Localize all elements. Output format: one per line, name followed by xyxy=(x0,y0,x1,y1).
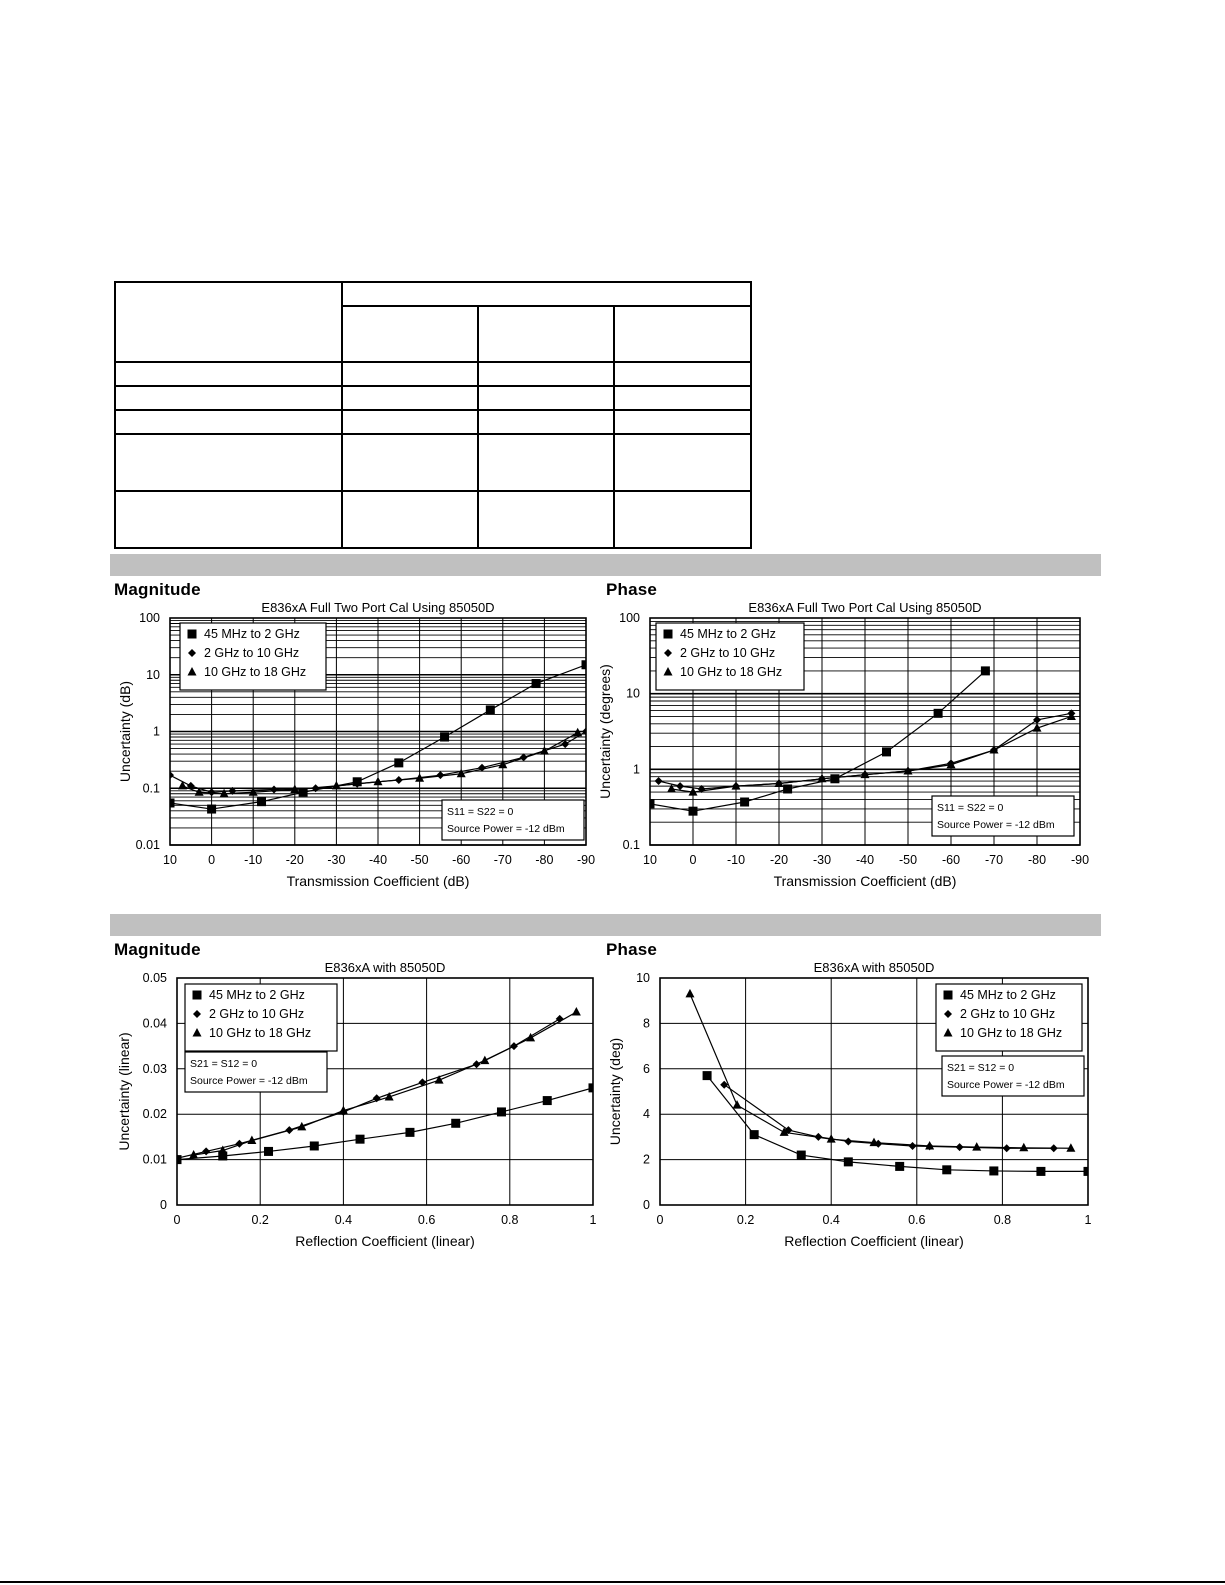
data-point xyxy=(1084,1167,1093,1176)
table-cell xyxy=(614,491,751,548)
legend-label: 10 GHz to 18 GHz xyxy=(204,665,307,679)
data-point xyxy=(166,771,174,779)
x-axis-label: Transmission Coefficient (dB) xyxy=(773,873,957,889)
table-cell xyxy=(614,362,751,386)
data-point xyxy=(972,1142,981,1151)
data-point xyxy=(942,1165,951,1174)
x-tick-label: 0.8 xyxy=(993,1213,1012,1227)
data-point xyxy=(497,1107,506,1116)
data-point xyxy=(1003,1144,1011,1152)
x-tick-label: -70 xyxy=(984,853,1004,867)
x-tick-label: -10 xyxy=(244,853,263,867)
table-header-cell xyxy=(342,306,478,362)
data-point xyxy=(882,747,891,756)
x-tick-label: 0.2 xyxy=(736,1213,755,1227)
y-axis-label: Uncertainty (linear) xyxy=(116,1032,132,1151)
data-point xyxy=(989,1166,998,1175)
table-cell xyxy=(478,434,614,491)
x-tick-label: -20 xyxy=(285,853,304,867)
data-point xyxy=(750,1130,759,1139)
transmission-magnitude-chart xyxy=(110,596,600,901)
annotation-text: Source Power = -12 dBm xyxy=(190,1075,308,1087)
table-cell xyxy=(115,410,342,434)
y-tick-label: 0 xyxy=(160,1198,167,1212)
x-tick-label: -20 xyxy=(769,853,789,867)
x-tick-label: -90 xyxy=(1070,853,1090,867)
x-tick-label: 10 xyxy=(163,853,177,867)
x-tick-label: 1 xyxy=(589,1213,597,1227)
table-cell xyxy=(342,491,478,548)
data-point xyxy=(844,1137,852,1145)
data-point xyxy=(589,1083,598,1092)
data-point xyxy=(1036,1167,1045,1176)
y-tick-label: 6 xyxy=(643,1061,650,1076)
x-tick-label: -80 xyxy=(535,853,554,867)
table-cell xyxy=(115,434,342,491)
data-point xyxy=(895,1162,904,1171)
section-band-transmission xyxy=(110,554,1101,576)
legend-label: 45 MHz to 2 GHz xyxy=(204,627,300,641)
legend-marker xyxy=(193,991,202,1000)
heading-magnitude-top: Magnitude xyxy=(114,580,201,599)
y-axis-label: Uncertainty (dB) xyxy=(117,680,133,783)
legend-label: 10 GHz to 18 GHz xyxy=(960,1026,1063,1040)
x-tick-label: 0.6 xyxy=(908,1213,926,1227)
x-tick-label: 0.2 xyxy=(251,1213,269,1227)
data-point xyxy=(310,1141,319,1150)
table-cell xyxy=(614,410,751,434)
y-tick-label: 0.1 xyxy=(622,838,640,852)
y-tick-label: 0.05 xyxy=(142,971,167,985)
series-triangle xyxy=(178,728,582,797)
data-point xyxy=(797,1151,806,1160)
y-tick-label: 0.03 xyxy=(142,1061,167,1076)
data-point xyxy=(934,709,943,718)
data-point xyxy=(257,797,266,806)
data-point xyxy=(486,705,495,714)
x-tick-label: -40 xyxy=(368,853,388,867)
y-tick-label: 1 xyxy=(633,762,640,777)
data-point xyxy=(178,781,187,790)
y-axis-label: Uncertainty (deg) xyxy=(607,1037,623,1146)
y-tick-label: 100 xyxy=(139,611,160,625)
x-axis-label: Transmission Coefficient (dB) xyxy=(286,873,470,889)
chart-title: E836xA with 85050D xyxy=(813,960,935,975)
data-point xyxy=(582,660,591,669)
data-point xyxy=(703,1071,712,1080)
data-point xyxy=(480,1056,489,1065)
annotation-text: Source Power = -12 dBm xyxy=(447,823,565,835)
x-tick-label: 0.4 xyxy=(334,1213,353,1227)
x-tick-label: -60 xyxy=(452,853,471,867)
table-cell xyxy=(342,410,478,434)
table-cell xyxy=(115,362,342,386)
data-point xyxy=(405,1128,414,1137)
y-tick-label: 0.01 xyxy=(142,1152,167,1167)
x-tick-label: -30 xyxy=(812,853,832,867)
x-tick-label: 0 xyxy=(208,853,216,867)
data-point xyxy=(572,1007,581,1016)
data-point xyxy=(740,798,749,807)
data-point xyxy=(733,1100,742,1109)
x-tick-label: 0.6 xyxy=(417,1213,436,1227)
legend-label: 2 GHz to 10 GHz xyxy=(204,646,300,660)
y-tick-label: 0.01 xyxy=(135,838,160,852)
data-point xyxy=(166,798,175,807)
legend-marker xyxy=(944,991,953,1000)
data-point xyxy=(543,1096,552,1105)
transmission-phase-chart xyxy=(597,596,1096,901)
table-header-cell xyxy=(614,306,751,362)
annotation-text: S11 = S22 = 0 xyxy=(447,806,514,818)
legend-label: 10 GHz to 18 GHz xyxy=(209,1026,312,1040)
data-point xyxy=(394,758,403,767)
x-tick-label: -10 xyxy=(726,853,746,867)
table-header-cell xyxy=(342,282,751,306)
x-tick-label: -60 xyxy=(941,853,961,867)
annotation-text: S21 = S12 = 0 xyxy=(190,1058,258,1070)
legend-label: 2 GHz to 10 GHz xyxy=(680,646,776,660)
heading-phase-bottom: Phase xyxy=(606,940,658,959)
legend-label: 2 GHz to 10 GHz xyxy=(960,1007,1056,1021)
y-tick-label: 1 xyxy=(153,724,160,739)
y-tick-label: 10 xyxy=(146,667,160,682)
data-point xyxy=(451,1119,460,1128)
table-cell xyxy=(478,386,614,410)
x-tick-label: -70 xyxy=(493,853,512,867)
x-tick-label: -40 xyxy=(855,853,875,867)
y-axis-label: Uncertainty (degrees) xyxy=(597,664,613,799)
chart-title: E836xA Full Two Port Cal Using 85050D xyxy=(261,600,495,615)
legend-marker xyxy=(664,630,673,639)
table-cell xyxy=(115,491,342,548)
data-point xyxy=(655,777,663,785)
data-point xyxy=(909,1142,917,1150)
y-tick-label: 100 xyxy=(619,611,640,625)
x-axis-label: Reflection Coefficient (linear) xyxy=(295,1233,475,1249)
y-tick-label: 10 xyxy=(636,971,650,985)
reflection-phase-chart xyxy=(606,958,1096,1260)
table-cell xyxy=(478,410,614,434)
x-tick-label: 10 xyxy=(643,853,657,867)
annotation-text: Source Power = -12 dBm xyxy=(937,819,1055,831)
x-tick-label: 0 xyxy=(656,1213,664,1227)
data-point xyxy=(676,782,684,790)
x-tick-label: 1 xyxy=(1084,1213,1092,1227)
x-tick-label: -80 xyxy=(1027,853,1047,867)
x-tick-label: 0 xyxy=(689,853,697,867)
annotation-text: Source Power = -12 dBm xyxy=(947,1079,1065,1091)
x-axis-label: Reflection Coefficient (linear) xyxy=(784,1233,964,1249)
y-tick-label: 10 xyxy=(626,686,640,701)
legend-marker xyxy=(188,630,197,639)
data-point xyxy=(646,799,655,808)
table-cell xyxy=(115,386,342,410)
legend-label: 45 MHz to 2 GHz xyxy=(680,627,776,641)
x-tick-label: -30 xyxy=(327,853,346,867)
x-tick-label: 0 xyxy=(173,1213,181,1227)
data-point xyxy=(844,1157,853,1166)
data-point xyxy=(1033,716,1041,724)
legend-label: 45 MHz to 2 GHz xyxy=(960,988,1056,1002)
chart-title: E836xA Full Two Port Cal Using 85050D xyxy=(748,600,982,615)
annotation-text: S11 = S22 = 0 xyxy=(937,802,1004,814)
y-tick-label: 8 xyxy=(643,1016,650,1031)
data-point xyxy=(207,805,216,814)
x-tick-label: -50 xyxy=(410,853,429,867)
table-header-cell xyxy=(115,282,342,362)
data-point xyxy=(1066,1143,1075,1152)
table-cell xyxy=(478,491,614,548)
table-cell xyxy=(342,386,478,410)
data-point xyxy=(1019,1143,1028,1152)
x-tick-label: -50 xyxy=(898,853,918,867)
data-point xyxy=(830,774,839,783)
table-cell xyxy=(478,362,614,386)
chart-title: E836xA with 85050D xyxy=(324,960,446,975)
data-point xyxy=(689,807,698,816)
data-point xyxy=(270,786,278,794)
y-tick-label: 0.02 xyxy=(142,1107,167,1122)
y-tick-label: 0.1 xyxy=(142,781,160,796)
y-tick-label: 0.04 xyxy=(142,1016,167,1031)
table-cell xyxy=(614,434,751,491)
legend-label: 10 GHz to 18 GHz xyxy=(680,665,783,679)
section-band-reflection xyxy=(110,914,1101,936)
y-tick-label: 0 xyxy=(643,1198,650,1212)
spec-table xyxy=(114,281,752,549)
y-tick-label: 4 xyxy=(643,1107,650,1122)
data-point xyxy=(202,1147,210,1155)
data-point xyxy=(783,784,792,793)
legend-label: 2 GHz to 10 GHz xyxy=(209,1007,305,1021)
data-point xyxy=(440,732,449,741)
legend-label: 45 MHz to 2 GHz xyxy=(209,988,305,1002)
data-point xyxy=(264,1147,273,1156)
reflection-magnitude-chart xyxy=(110,958,600,1260)
annotation-text: S21 = S12 = 0 xyxy=(947,1062,1015,1074)
x-tick-label: 0.8 xyxy=(501,1213,519,1227)
data-point xyxy=(478,764,486,772)
table-cell xyxy=(342,362,478,386)
data-point xyxy=(532,679,541,688)
y-tick-label: 2 xyxy=(643,1152,650,1167)
heading-phase-top: Phase xyxy=(606,580,658,599)
data-point xyxy=(540,746,549,755)
table-cell xyxy=(614,386,751,410)
heading-magnitude-bottom: Magnitude xyxy=(114,940,201,959)
page-bottom-rule xyxy=(0,1581,1225,1583)
data-point xyxy=(685,989,694,998)
x-tick-label: -90 xyxy=(576,853,596,867)
table-header-cell xyxy=(478,306,614,362)
x-tick-label: 0.4 xyxy=(822,1213,840,1227)
table-cell xyxy=(342,434,478,491)
data-point xyxy=(356,1135,365,1144)
data-point xyxy=(981,666,990,675)
